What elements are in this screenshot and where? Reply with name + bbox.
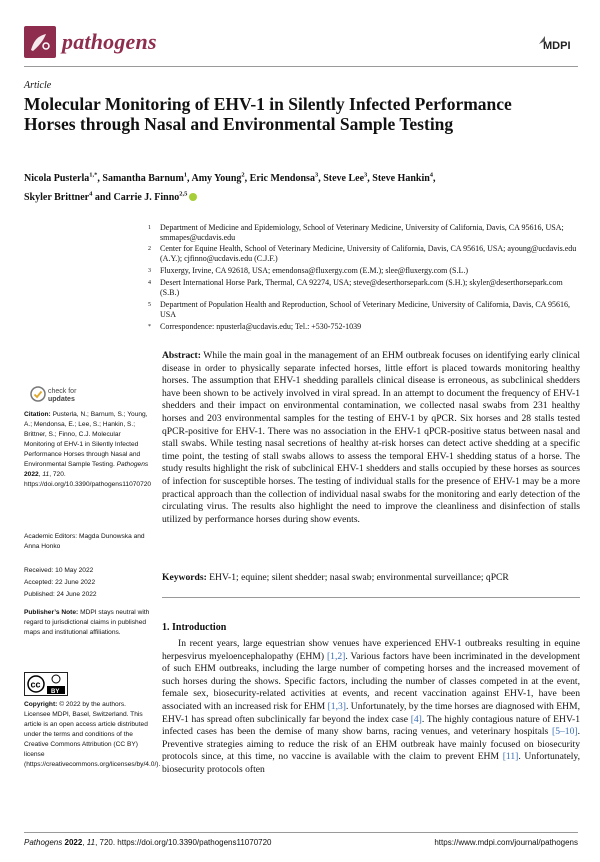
citation-link[interactable]: [5–10] xyxy=(552,726,578,738)
abstract: Abstract: While the main goal in the management of an EHM outbreak focuses on identifying early clinical disease in order to physically separate infected horses, little effort is placed towards monitoring healthy horses. The assumption that EHV-1 shedding parallels clinical disease is erroneous, as subclinical shedders have been shown to be actively involved in viral spread. In an attempt to document the frequency of EHV-1 shedders and their impact on environmental contamination, we collected nasal swabs from 231 healthy horses and 203 environmental samples for the testing of EHV-1 by qPCR. Six horses and 28 stalls tested qPCR-positive for EHV-1. There was no association in the EHV-1 qPCR-positive status between nasal and stall swabs. While testing nasal secretions of healthy at-risk horses can detect active shedding at a specific time point, the testing of stall swabs allows to assess the temporal EHV-1 shedding status of a horse. The study results highlight the risk of subclinical EHV-1 shedders and stalls occupied by these horses as sources of infection for susceptible horses. The testing of individual stalls for the presence of EHV-1 may be a more practical approach than the collection of individual nasal swabs for the monitoring and early detection of the circulating virus. The results also highlight the need to improve the cleanliness and disinfection of stalls utilized by performance horses during show events. xyxy=(162,350,580,525)
footer-citation[interactable]: Pathogens 2022, 11, 720. https://doi.org/10.3390/pathogens11070720 xyxy=(24,838,272,847)
journal-logo-icon xyxy=(24,26,56,58)
journal-url[interactable]: https://www.mdpi.com/journal/pathogens xyxy=(434,838,578,847)
section-divider xyxy=(162,597,580,598)
academic-editors: Academic Editors: Magda Dunowska and Anna Honko xyxy=(24,533,145,550)
author[interactable]: Steve Lee$^3$, xyxy=(323,172,373,185)
affiliation: 5 Department of Population Health and Reproduction, School of Veterinary Medicine, University of California, Davis, CA 95616, USA xyxy=(148,300,570,319)
author[interactable]: Eric Mendonsa$^3$, xyxy=(249,172,324,185)
keywords: Keywords: EHV-1; equine; silent shedder; nasal swab; environmental surveillance; qPCR xyxy=(162,572,509,583)
abstract-label: Abstract: xyxy=(162,350,201,361)
published-date: Published: 24 June 2022 xyxy=(24,591,97,598)
citation-block: Citation: Pusterla, N.; Barnum, S.; Young, A.; Mendonsa, E.; Lee, S.; Hankin, S.; Brittner, S.; Finno, C.J. Molecular Monitoring of EHV-1 in Silently Infected Performance Horses through Nasal and Environmental Sample Testing. Pathogens 2022, 11, 720. https://doi.org/10.3390/pathogens11070720 xyxy=(24,411,152,488)
citation-link[interactable]: [11] xyxy=(502,751,519,763)
author[interactable]: Carrie J. Finno$^{2,5}$ xyxy=(113,190,188,203)
received-date: Received: 10 May 2022 xyxy=(24,567,94,574)
author-list xyxy=(24,168,564,205)
footer-divider xyxy=(24,832,578,833)
accepted-date: Accepted: 22 June 2022 xyxy=(24,579,96,586)
cc-label: cc xyxy=(30,679,41,690)
citation-link[interactable]: [4] xyxy=(410,713,422,725)
header-divider xyxy=(24,66,578,67)
affiliation: 4 Desert International Horse Park, Thermal, CA 92274, USA; steve@deserthorsepark.com (S.H.); skyler@deserthorsepark.com (S.B.) xyxy=(148,278,563,297)
correspondence: * Correspondence: npusterla@ucdavis.edu; Tel.: +530-752-1039 xyxy=(148,322,362,331)
paper-title: Molecular Monitoring of EHV-1 in Silently Infected Performance Horses through Nasal and Environmental Sample Testing xyxy=(24,94,512,134)
affiliation: 2 Center for Equine Health, School of Veterinary Medicine, University of California, Davis, CA 95616, USA; ayoung@ucdavis.edu (A.Y.); cjfinno@ucdavis.edu (C.J.F.) xyxy=(148,244,577,263)
publisher-note: Publisher’s Note: MDPI stays neutral with regard to jurisdictional claims in published maps and institutional affiliations. xyxy=(24,609,150,636)
affiliation: 1 Department of Medicine and Epidemiology, School of Veterinary Medicine, University of California, Davis, CA 95616, USA; smmapes@ucdavis.edu xyxy=(148,223,564,242)
affiliation: 3 Fluxergy, Irvine, CA 92618, USA; emendonsa@fluxergy.com (E.M.); slee@fluxergy.com (S.L.) xyxy=(148,266,469,275)
citation-link[interactable]: [1,2] xyxy=(326,650,346,662)
section-heading: 1. Introduction xyxy=(162,622,227,633)
orcid-icon[interactable] xyxy=(189,193,197,201)
by-label: BY xyxy=(51,689,60,695)
publisher-name: MDPI xyxy=(543,40,571,52)
copyright-notice: Copyright: © 2022 by the authors. Licensee MDPI, Basel, Switzerland. This article is an open access article distributed under the terms and conditions of the Creative Commons Attribution (CC BY) license (https://creativecommons.org/licenses/by/4.0/). xyxy=(24,701,161,768)
author[interactable]: Skyler Brittner$^4$ and xyxy=(24,190,114,203)
citation-link[interactable]: [1,3] xyxy=(327,700,346,712)
author[interactable]: Amy Young$^2$, xyxy=(191,172,250,185)
journal-name[interactable]: pathogens xyxy=(62,29,157,54)
intro-paragraph: In recent years, large equestrian show venues have experienced EHV-1 outbreaks resulting in equine herpesvirus myeloencephalopathy (EHM) [1,2]. Various factors have been incriminated in the development of such EHM outbreaks, including the large number of competing horses and the increased movement of such horses during the shows. Specific factors, including the number of classes competed in at the event, female sex, biosecurity-related activities at events, and recent vaccination against EHV-1, have been associated with an increased risk for EHM [1,3]. Unfortunately, by the time horses are diagnosed with EHM, EHV-1 has spread often subclinically far beyond the index case [4]. The highly contagious nature of EHV-1 infected cases has been the demise of many show barns, racing venues, and veterinary hospitals [5–10]. Preventive strategies aiming to reduce the risk of an EHM outbreak have mainly focused on biosecurity protocols since, at this time, no vaccine is available with the claim to prevent EHM [11]. Unfortunately, biosecurity protocols often xyxy=(162,638,581,775)
cc-by-license-icon[interactable] xyxy=(24,672,68,696)
check-for-updates-icon[interactable] xyxy=(30,386,46,402)
author[interactable]: Samantha Barnum$^1$, xyxy=(102,172,192,185)
mdpi-logo[interactable] xyxy=(535,32,575,54)
check-for-updates[interactable]: check for updates xyxy=(48,388,77,403)
author[interactable]: Nicola Pusterla$^{1,*}$, xyxy=(24,172,103,185)
article-type: Article xyxy=(24,80,52,91)
author[interactable]: Steve Hankin$^4$, xyxy=(372,172,436,185)
